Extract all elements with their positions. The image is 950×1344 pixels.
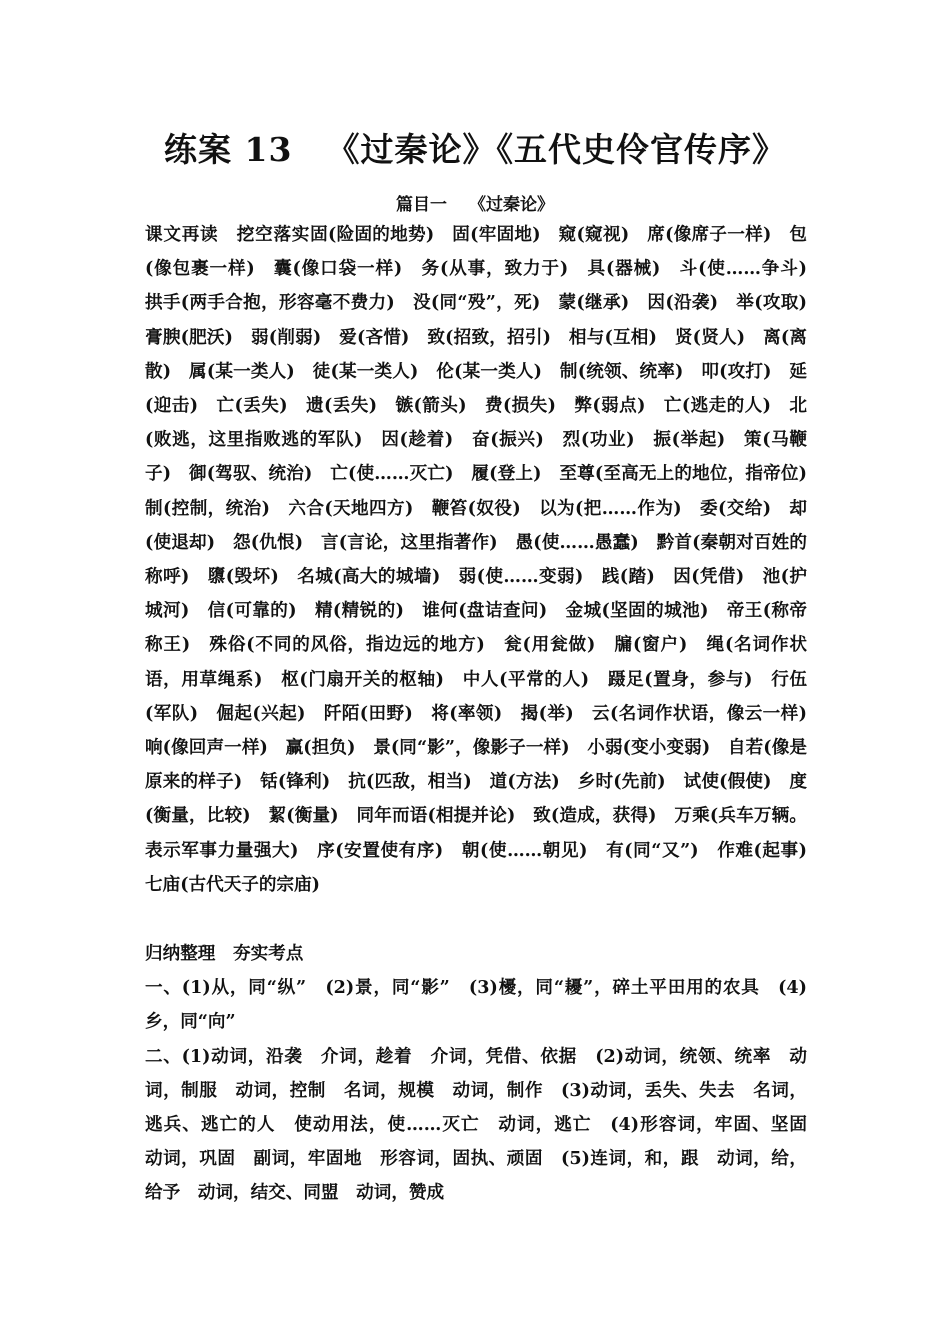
subtitle-text-name: 《过秦论》 <box>469 195 554 215</box>
summary-item-1: 一、(1)从，同“纵” (2)景，同“影” (3)櫌，同“耰”，碎土平田用的农具 (4)乡，同“向” <box>145 977 807 1033</box>
section-subtitle <box>0 190 950 215</box>
vocabulary-text: 固(险固的地势) 固(牢固地) 窥(窥视) 席(像席子一样) 包(像包裹一样) 囊(像口袋一样) 务(从事，致力于) 具(器械) 斗(使……争斗) 拱手(两手合抱，形容毫不费力) 没(同“殁”，死) 蒙(继承) 因(沿袭) 举(攻取) 膏腴(肥沃) 弱(削弱) 爱(吝惜) 致(招致，招引) 相与(互相) 贤(贤人) 离(离散) 属(某一类人) 徒(某一类人) 伦(某一类人) 制(统领、统率) 叩(攻打) 延(迎击) 亡(丢失) 遗(丢失) 镞(箭头) 费(损失) 弊(弱点) 亡(逃走的人) 北(败逃，这里指败逃的军队) 因(趁着) 奋(振兴) 烈(功业) 振(举起) 策(马鞭子) 御(驾驭、统治) 亡(使……灭亡) 履(登上) 至尊(至高无上的地位，指帝位) 制(控制，统治) 六合(天地四方) 鞭笞(奴役) 以为(把……作为) 委(交给) 却(使退却) 怨(仇恨) 言(言论，这里指著作) 愚(使……愚蠢) 黔首(秦朝对百姓的称呼) 隳(毁坏) 名城(高大的城墙) 弱(使……变弱) 践(踏) 因(凭借) 池(护城河) 信(可靠的) 精(精锐的) 谁何(盘诘查问) 金城(坚固的城池) 帝王(称帝称王) 殊俗(不同的风俗，指边远的地方) 瓮(用瓮做) 牖(窗户) 绳(名词作状语，用草绳系) 枢(门扇开关的枢轴) 中人(平常的人) 蹑足(置身，参与) 行伍(军队) 倔起(兴起) 阡陌(田野) 将(率领) 揭(举) 云(名词作状语，像云一样) 响(像回声一样) 赢(担负) 景(同“影”，像影子一样) 小弱(变小变弱) 自若(像是原来的样子) 铦(锋利) 抗(匹敌，相当) 道(方法) 乡时(先前) 试使(假使) 度(衡量，比较) 絜(衡量) 同年而语(相提并论) 致(造成，获得) 万乘(兵车万辆。表示军事力量强大) 序(安置使有序) 朝(使……朝见) 有(同“又”) 作难(起事) 七庙(古代天子的宗庙) <box>145 224 825 895</box>
summary-heading: 归纳整理 夯实考点 <box>145 943 304 964</box>
page-title <box>0 124 950 171</box>
summary-item-2: 二、(1)动词，沿袭 介词，趁着 介词，凭借、依据 (2)动词，统领、统率 动词，制服 动词，控制 名词，规模 动词，制作 (3)动词，丢失、失去 名词，逃兵、逃亡的人 使动用法，使……灭亡 动词，逃亡 (4)形容词，牢固、坚固 动词，巩固 副词，牢固地 形容词，固执、顽固 (5)连词，和，跟 动词，给，给予 动词，结交、同盟 动词，赞成 <box>145 1045 825 1204</box>
subtitle-label: 篇目一 <box>396 195 447 215</box>
summary-section <box>145 937 825 1211</box>
vocabulary-heading: 课文再读 挖空落实 <box>145 224 311 245</box>
title-exercise-number: 练案 13 <box>164 130 293 169</box>
title-text-names: 《过秦论》《五代史伶官传序》 <box>326 130 786 169</box>
vocabulary-section <box>145 218 825 902</box>
vocabulary-paragraph <box>145 218 825 902</box>
